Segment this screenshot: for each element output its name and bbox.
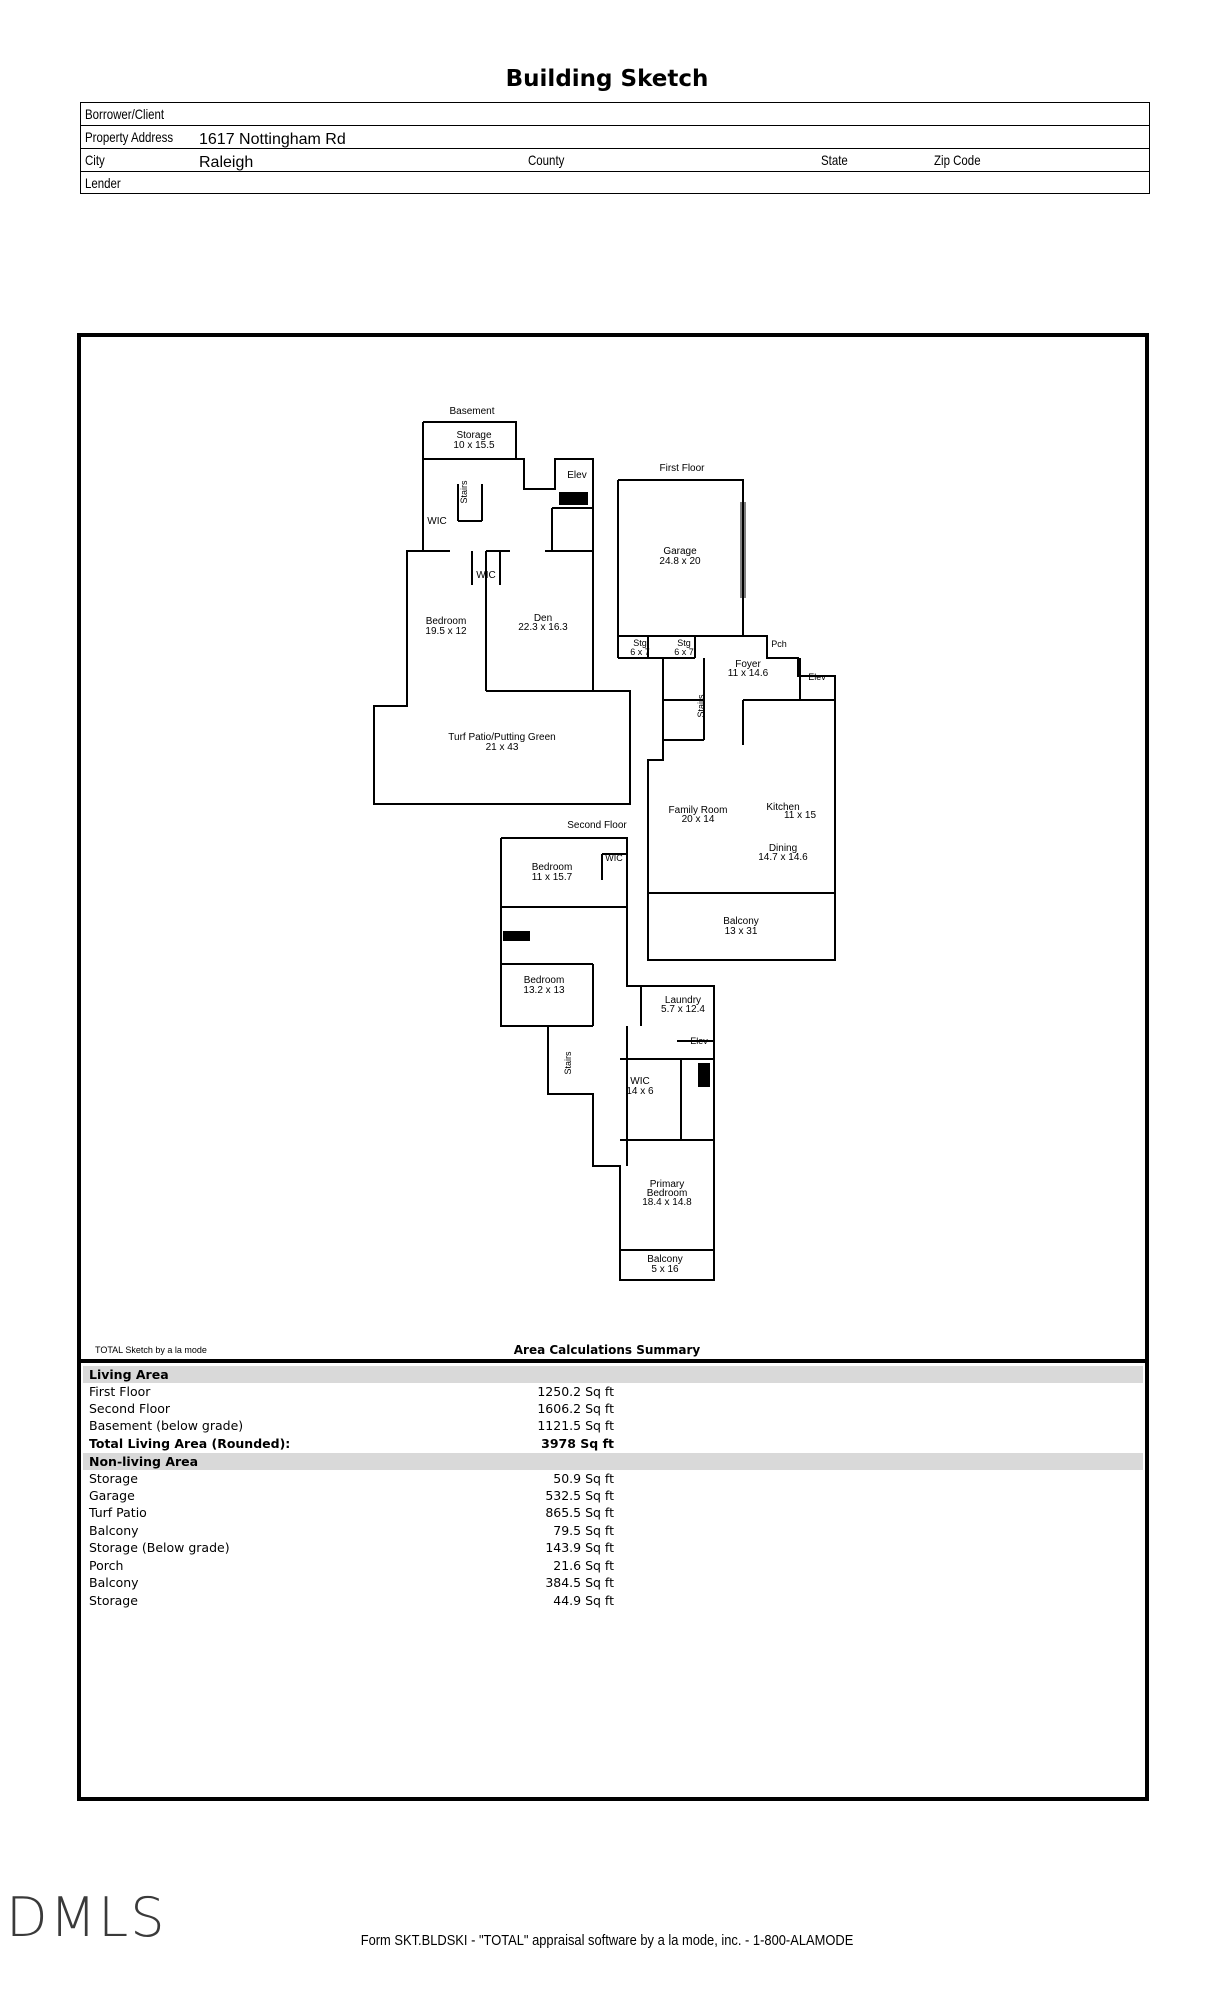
turf-name: Turf Patio/Putting Green [448, 732, 556, 743]
nonliving-row [89, 1558, 619, 1575]
county-label: County [528, 152, 565, 168]
basement-elevator-shaft [559, 492, 588, 505]
total-living-value: 3978 Sq ft [541, 1436, 614, 1451]
city-value: Raleigh [199, 154, 254, 171]
nonliving-row-label: Balcony [89, 1523, 139, 1538]
summary-title: Area Calculations Summary [513, 1343, 701, 1357]
property-value: 1617 Nottingham Rd [199, 131, 346, 148]
bedroom2b-name: Bedroom [523, 975, 565, 986]
basement-elev-label: Elev [567, 470, 587, 481]
living-row-value: 1606.2 Sq ft [537, 1401, 614, 1416]
nonliving-row [89, 1575, 619, 1592]
den-name: Den [533, 613, 553, 624]
summary-divider [79, 1359, 1147, 1363]
dining-dims: 14.7 x 14.6 [758, 852, 808, 863]
nonliving-row [89, 1471, 619, 1488]
city-label: City [85, 152, 105, 168]
nonliving-row [89, 1540, 619, 1557]
second-floor-elev-label: Elev [690, 1036, 708, 1046]
second-floor-stairs-label: Stairs [563, 1051, 573, 1075]
nonliving-row-label: Garage [89, 1488, 135, 1503]
living-row-label: Basement (below grade) [89, 1418, 244, 1433]
basement-stairs-label: Stairs [459, 480, 469, 504]
family-room-name: Family Room [668, 805, 728, 816]
basement-bedroom-dims: 19.5 x 12 [425, 626, 467, 637]
nonliving-row-label: Turf Patio [89, 1505, 147, 1520]
dining-name: Dining [768, 843, 798, 854]
second-floor-elevator-shaft [503, 931, 530, 941]
second-floor-walls [501, 838, 714, 1280]
non-living-area-header-label: Non-living Area [89, 1454, 199, 1469]
borrower-label: Borrower/Client [85, 106, 165, 122]
living-row-label: Second Floor [89, 1401, 171, 1416]
nonliving-row-value: 384.5 Sq ft [545, 1575, 614, 1590]
nonliving-row-value: 532.5 Sq ft [545, 1488, 614, 1503]
balcony2-name: Balcony [647, 1254, 683, 1265]
nonliving-row-label: Porch [89, 1558, 124, 1573]
first-floor-elev-label: Elev [808, 672, 826, 682]
state-label: State [821, 152, 848, 168]
basement-wic-label: WIC [427, 516, 447, 527]
garage-dims: 24.8 x 20 [659, 556, 701, 567]
primary-name1: Primary [649, 1179, 685, 1190]
basement-bedroom-name: Bedroom [425, 616, 467, 627]
living-row [89, 1418, 619, 1435]
den-dims: 22.3 x 16.3 [518, 622, 568, 633]
foyer-dims: 11 x 14.6 [727, 668, 769, 679]
nonliving-row-label: Storage (Below grade) [89, 1540, 230, 1555]
bedroom2a-dims: 11 x 15.7 [531, 872, 573, 883]
footer-text: Form SKT.BLDSKI - "TOTAL" appraisal software by a la mode, inc. - 1-800-ALAMODE [360, 1932, 854, 1949]
second-floor-label: Second Floor [567, 820, 627, 831]
bedroom2b-dims: 13.2 x 13 [523, 985, 565, 996]
kitchen-dims: 11 x 15 [783, 810, 817, 821]
stg1-name: Stg [633, 638, 647, 648]
first-floor-stairs-label: Stairs [696, 694, 706, 718]
nonliving-row-label: Balcony [89, 1575, 139, 1590]
page-title: Building Sketch [505, 66, 709, 92]
zip-label: Zip Code [934, 152, 981, 168]
nonliving-row-value: 79.5 Sq ft [553, 1523, 614, 1538]
lender-label: Lender [85, 175, 121, 191]
foyer-name: Foyer [735, 659, 761, 670]
storage-name: Storage [456, 430, 492, 441]
balcony1-dims: 13 x 31 [724, 926, 758, 937]
wic2-name: WIC [630, 1076, 650, 1087]
garage-name: Garage [663, 546, 697, 557]
storage-dims: 10 x 15.5 [453, 440, 495, 451]
stg2-name: Stg [677, 638, 691, 648]
primary-dims: 18.4 x 14.8 [642, 1197, 692, 1208]
living-row-value: 1121.5 Sq ft [537, 1418, 614, 1433]
family-room-dims: 20 x 14 [681, 814, 715, 825]
kitchen-name: Kitchen [766, 802, 800, 813]
stg2-dims: 6 x 7 [674, 647, 694, 657]
living-row [89, 1384, 619, 1401]
stg1-dims: 6 x 7 [630, 647, 650, 657]
living-row [89, 1401, 619, 1418]
mls-logo: DMLS [6, 1886, 167, 1949]
basement-label: Basement [449, 406, 495, 417]
nonliving-row-value: 865.5 Sq ft [545, 1505, 614, 1520]
living-row-label: First Floor [89, 1384, 151, 1399]
second-floor-wic-label: WIC [605, 853, 623, 863]
primary-bath-elevator-shaft [698, 1063, 710, 1087]
laundry-dims: 5.7 x 12.4 [661, 1004, 705, 1015]
nonliving-row [89, 1488, 619, 1505]
nonliving-row [89, 1523, 619, 1540]
nonliving-row-label: Storage [89, 1593, 138, 1608]
nonliving-row-value: 21.6 Sq ft [553, 1558, 614, 1573]
first-floor-walls [618, 480, 835, 960]
living-area-header-label: Living Area [89, 1367, 169, 1382]
nonliving-row-label: Storage [89, 1471, 138, 1486]
balcony1-name: Balcony [723, 916, 759, 927]
balcony2-dims: 5 x 16 [651, 1264, 679, 1275]
bedroom2a-name: Bedroom [531, 862, 573, 873]
nonliving-row [89, 1505, 619, 1522]
nonliving-row-value: 44.9 Sq ft [553, 1593, 614, 1608]
total-living-label: Total Living Area (Rounded): [89, 1436, 291, 1451]
non-living-area-header [83, 1453, 1143, 1470]
nonliving-row [89, 1593, 619, 1610]
basement-wic2-label: WIC [476, 570, 496, 581]
total-living-row [89, 1436, 619, 1453]
property-label: Property Address [85, 129, 174, 145]
nonliving-row-value: 50.9 Sq ft [553, 1471, 614, 1486]
porch-label: Pch [771, 639, 787, 649]
turf-dims: 21 x 43 [485, 742, 519, 753]
sketch-credit: TOTAL Sketch by a la mode [95, 1345, 207, 1355]
primary-name2: Bedroom [646, 1188, 688, 1199]
first-floor-label: First Floor [659, 463, 705, 474]
laundry-name: Laundry [664, 995, 702, 1006]
nonliving-row-value: 143.9 Sq ft [545, 1540, 614, 1555]
living-row-value: 1250.2 Sq ft [537, 1384, 614, 1399]
wic2-dims: 14 x 6 [626, 1086, 654, 1097]
living-area-header [83, 1366, 1143, 1383]
